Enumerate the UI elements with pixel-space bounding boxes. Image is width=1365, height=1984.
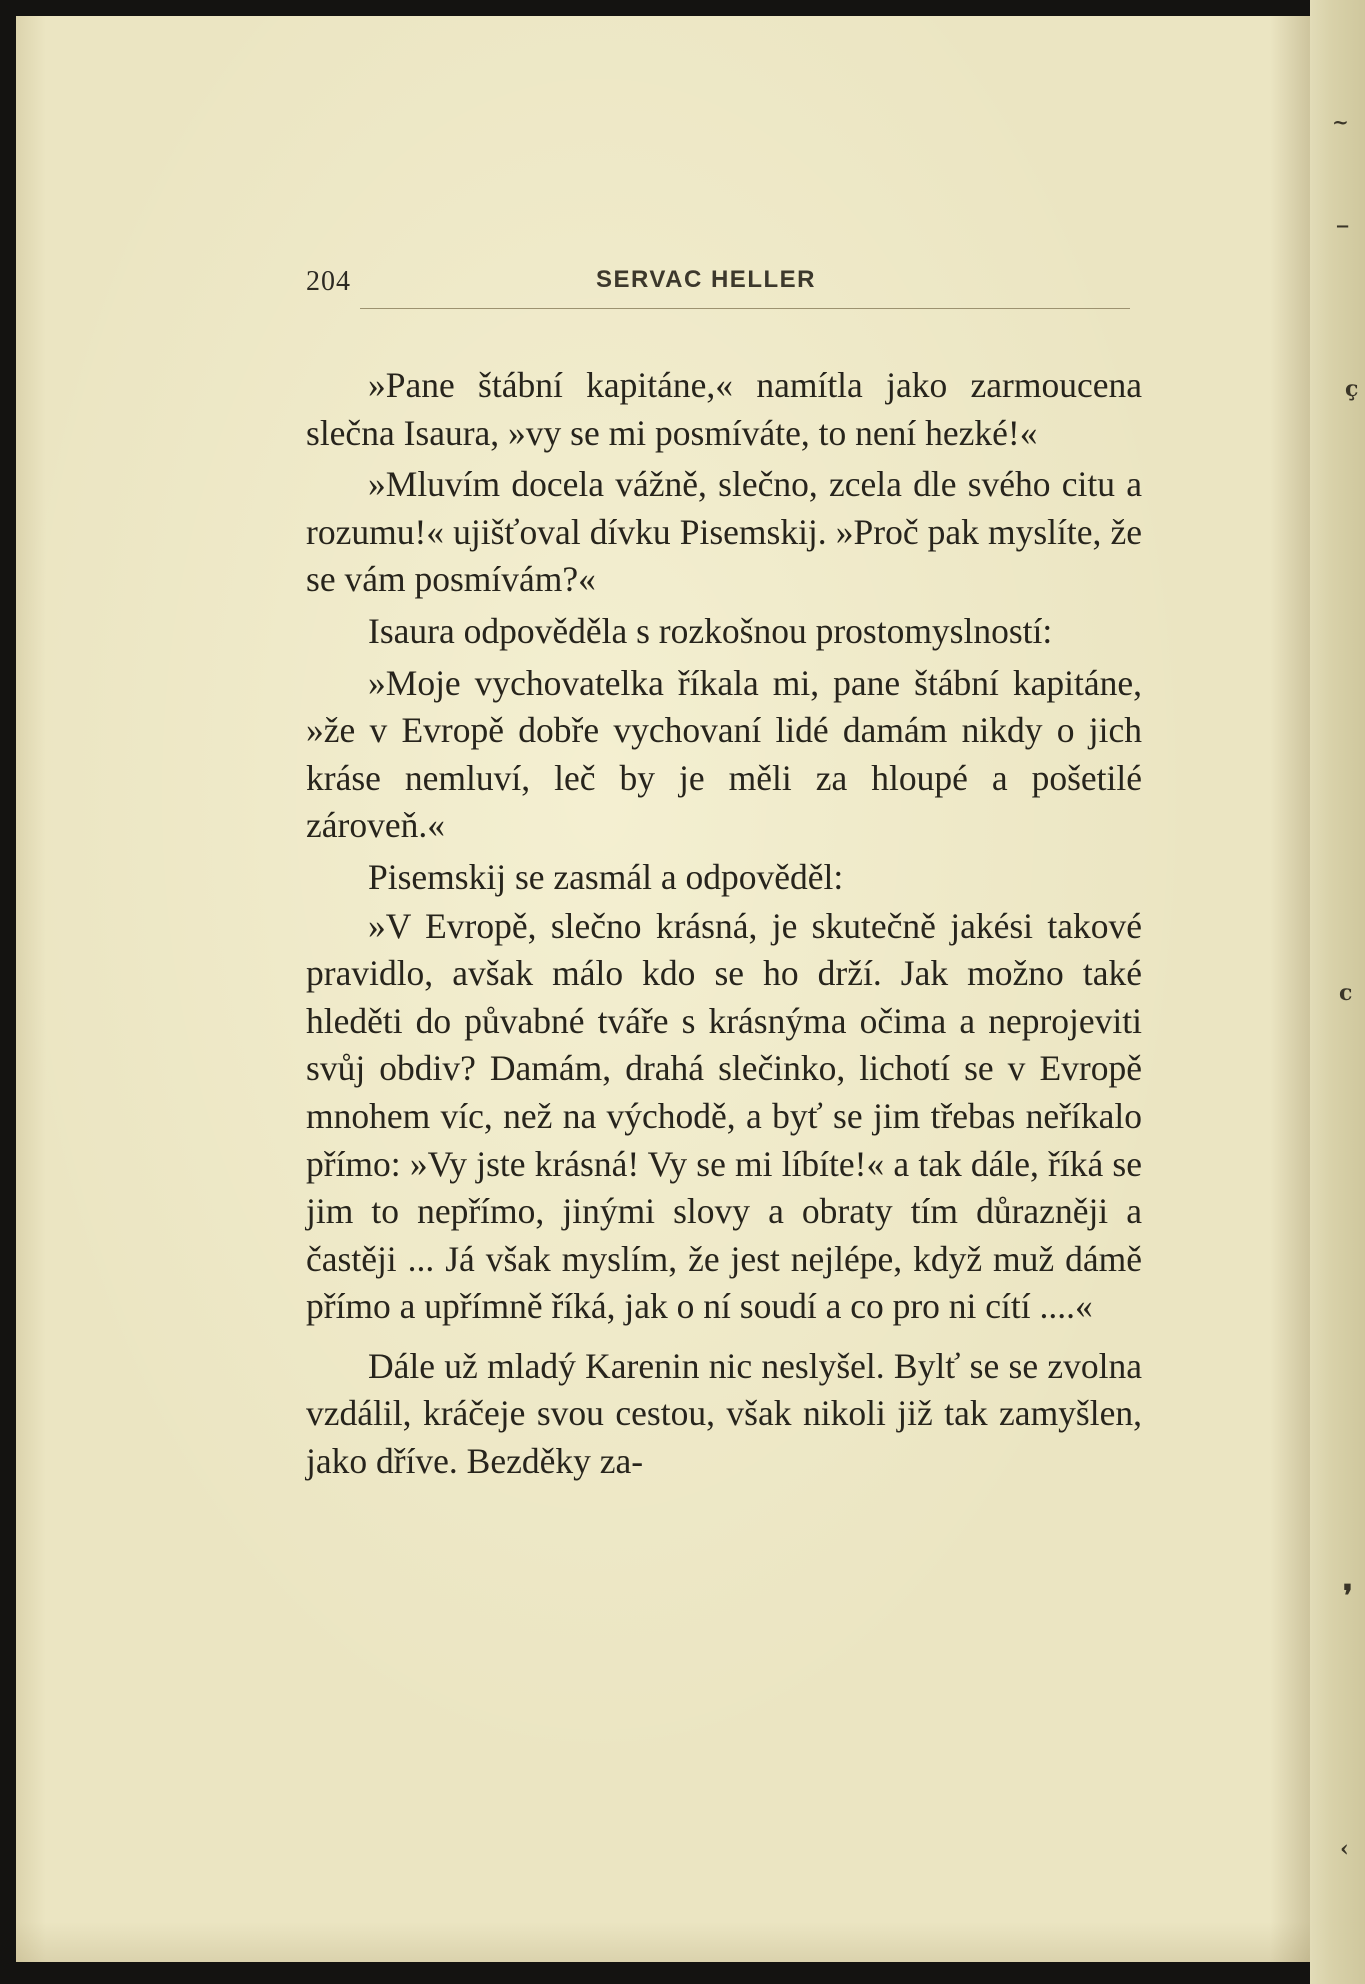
- paragraph: »V Evropě, slečno krásná, je skutečně jakési takové pravidlo, avšak málo kdo se ho drží. Jak možno také hleděti do půvabné tváře s krásnýma očima a neprojeviti svůj obdiv? Damám, drahá slečinko, lichotí se v Evropě mnohem víc, než na východě, a byť se jim třebas neříkalo přímo: »Vy jste krásná! Vy se mi líbíte!« a tak dále, říká se jim to nepřímo, jinými slovy a obraty tím důrazněji a častěji ... Já však myslím, že jest nejlépe, když muž dámě přímo a upřímně říká, jak o ní soudí a co pro ni cítí ....«: [306, 905, 1142, 1327]
- scan-bottom-border: [0, 1962, 1365, 1984]
- edge-mark: ç: [1345, 376, 1359, 402]
- edge-mark: ~: [1332, 110, 1349, 134]
- paragraph: »Mluvím docela vážně, slečno, zcela dle svého citu a rozumu!« ujišťoval dívku Pisemskij. »Proč pak myslíte, že se vám posmívám?«: [306, 464, 1142, 600]
- paragraph: Dále už mladý Karenin nic neslyšel. Bylť se se zvolna vzdálil, kráčeje svou cestou, však nikoli již tak zamyšlen, jako dříve. Bezděky za-: [306, 1345, 1142, 1482]
- body-text: [306, 362, 1142, 1490]
- edge-mark: c: [1339, 980, 1353, 1006]
- paragraph: »Moje vychovatelka říkala mi, pane štábní kapitáne, »že v Evropě dobře vychovaní lidé damám nikdy o jich kráse nemluví, leč by je měli za hloupé a pošetilé zároveň.«: [306, 662, 1142, 846]
- scan-top-border: [0, 0, 1365, 16]
- page-header: [0, 262, 1365, 312]
- paragraph: Pisemskij se zasmál a odpověděl:: [368, 856, 844, 897]
- header-rule: [360, 308, 1130, 309]
- running-head: SERVAC HELLER: [596, 266, 816, 293]
- paragraph: Isaura odpověděla s rozkošnou prostomyslností:: [368, 610, 1053, 651]
- edge-mark: ‹: [1340, 1836, 1349, 1862]
- page-number: 204: [306, 266, 351, 297]
- paragraph: »Pane štábní kapitáne,« namítla jako zarmoucena slečna Isaura, »vy se mi posmíváte, to není hezké!«: [306, 365, 1142, 453]
- edge-mark: −: [1335, 216, 1351, 237]
- edge-mark: ❜: [1343, 1579, 1353, 1614]
